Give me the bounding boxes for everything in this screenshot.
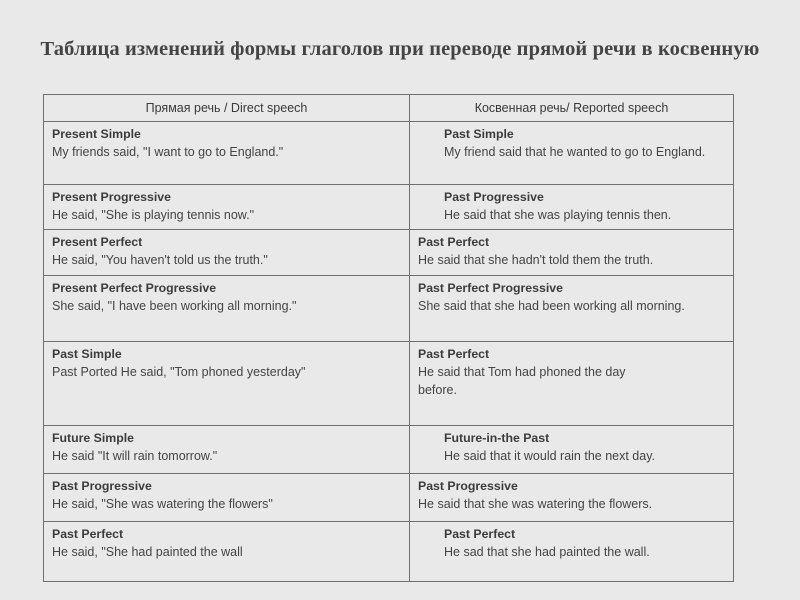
direct-tense: Present Progressive — [52, 190, 171, 204]
reported-example: My friend said that he wanted to go to England. — [444, 145, 706, 159]
table-row — [44, 276, 734, 342]
header-direct-speech: Прямая речь / Direct speech — [44, 95, 410, 122]
table-row — [44, 185, 734, 230]
direct-example: My friends said, "I want to go to England." — [52, 145, 284, 159]
reported-example: He said that she was watering the flowers. — [418, 497, 653, 511]
direct-example: He said "It will rain tomorrow." — [52, 449, 218, 463]
reported-tense: Past Perfect — [444, 527, 516, 541]
header-reported-speech: Косвенная речь/ Reported speech — [410, 95, 734, 122]
table-row — [44, 342, 734, 426]
reported-example: He said that she was playing tennis then. — [444, 208, 672, 222]
direct-tense: Past Simple — [52, 347, 122, 361]
verb-forms-table — [43, 94, 734, 582]
table-row — [44, 230, 734, 276]
table-header-row — [44, 95, 734, 122]
reported-example: He sad that she had painted the wall. — [444, 545, 650, 559]
direct-example: He said, "You haven't told us the truth." — [52, 253, 268, 267]
page-title: Таблица изменений формы глаголов при переводе прямой речи в косвенную — [40, 38, 760, 60]
direct-example: Past Ported He said, "Tom phoned yesterday" — [52, 365, 306, 379]
direct-tense: Present Simple — [52, 127, 141, 141]
reported-tense: Past Progressive — [418, 479, 518, 493]
reported-tense: Past Progressive — [444, 190, 544, 204]
table-row — [44, 426, 734, 474]
table-row — [44, 522, 734, 582]
direct-example: He said, "She was watering the flowers" — [52, 497, 273, 511]
reported-tense: Past Perfect Progressive — [418, 281, 563, 295]
reported-tense: Past Perfect — [418, 235, 490, 249]
table-row — [44, 122, 734, 185]
direct-example: He said, "She had painted the wall — [52, 545, 243, 559]
direct-tense: Past Progressive — [52, 479, 152, 493]
reported-example: He said that it would rain the next day. — [444, 449, 655, 463]
reported-tense: Future-in-the Past — [444, 431, 550, 445]
reported-example: She said that she had been working all morning. — [418, 299, 685, 313]
reported-example: He said that she hadn't told them the truth. — [418, 253, 654, 267]
reported-example: He said that Tom had phoned the day before. — [418, 365, 626, 397]
direct-example: She said, "I have been working all morning." — [52, 299, 297, 313]
reported-tense: Past Perfect — [418, 347, 490, 361]
direct-tense: Past Perfect — [52, 527, 124, 541]
table-row — [44, 474, 734, 522]
direct-tense: Present Perfect Progressive — [52, 281, 217, 295]
direct-tense: Future Simple — [52, 431, 134, 445]
direct-tense: Present Perfect — [52, 235, 143, 249]
direct-example: He said, "She is playing tennis now." — [52, 208, 255, 222]
reported-tense: Past Simple — [444, 127, 514, 141]
